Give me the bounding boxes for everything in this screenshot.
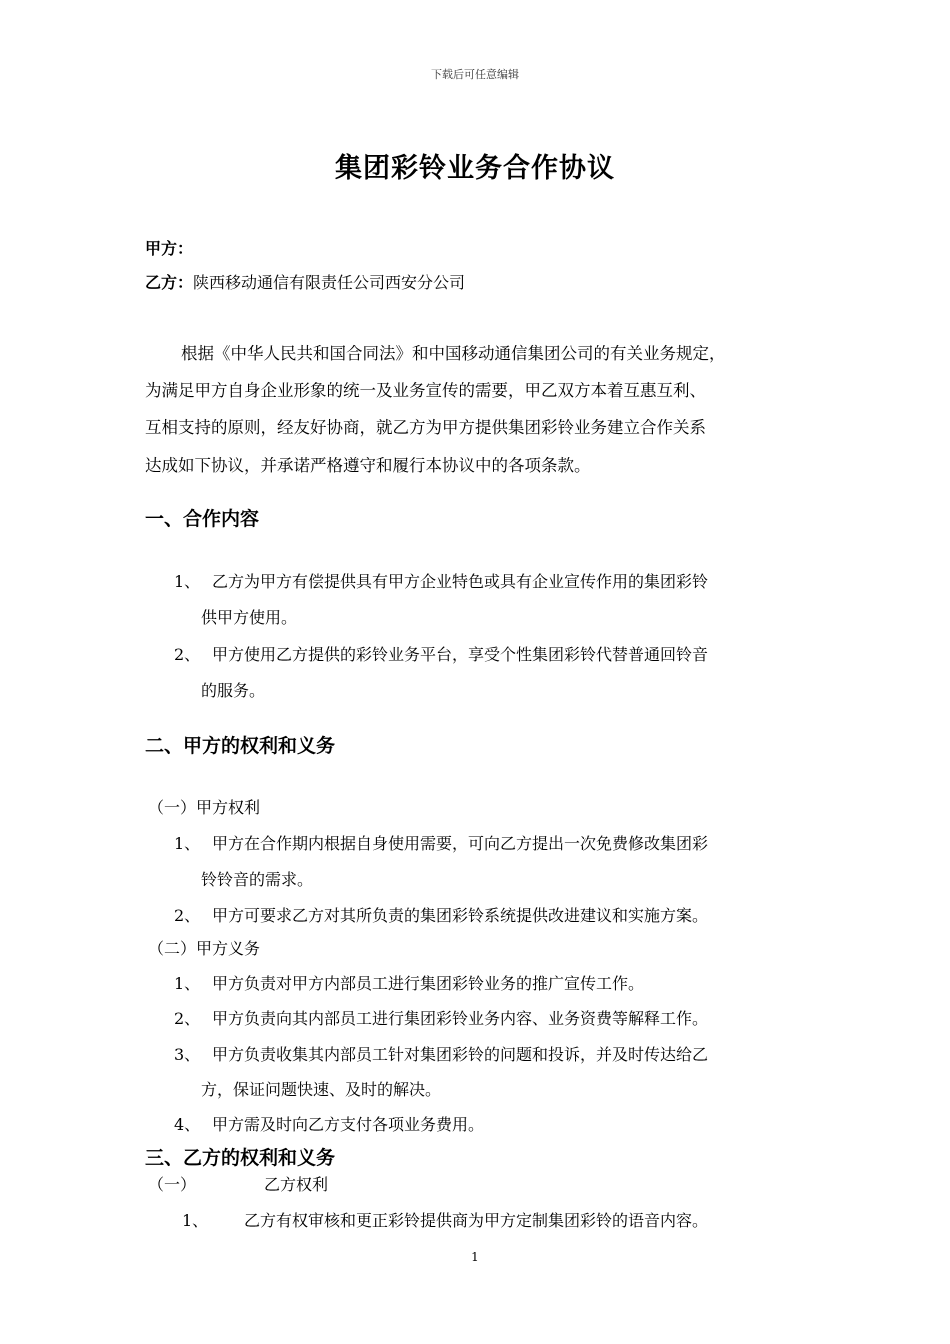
item-number: 1、 <box>174 834 201 853</box>
item-number: 1、 <box>174 572 201 591</box>
item-text: 甲方可要求乙方对其所负责的集团彩铃系统提供改进建议和实施方案。 <box>212 906 709 925</box>
item-text-continued: 供甲方使用。 <box>201 608 298 627</box>
item-text: 甲方在合作期内根据自身使用需要，可向乙方提出一次免费修改集团彩 <box>212 834 709 853</box>
list-item <box>174 971 644 994</box>
party-b <box>145 270 465 293</box>
item-number: 1、 <box>182 1211 209 1230</box>
item-number: 2、 <box>174 906 201 925</box>
list-item <box>174 1042 708 1065</box>
item-text: 甲方负责收集其内部员工针对集团彩铃的问题和投诉，并及时传达给乙 <box>212 1045 709 1064</box>
party-b-label: 乙方： <box>145 273 194 292</box>
item-text: 乙方为甲方有偿提供具有甲方企业特色或具有企业宣传作用的集团彩铃 <box>212 572 709 591</box>
item-text: 乙方有权审核和更正彩铃提供商为甲方定制集团彩铃的语音内容。 <box>244 1211 709 1230</box>
item-text-continued: 的服务。 <box>201 681 266 700</box>
intro-line: 互相支持的原则，经友好协商，就乙方为甲方提供集团彩铃业务建立合作关系 <box>145 418 706 437</box>
header-note: 下载后可任意编辑 <box>431 68 519 81</box>
subsection-number: （一） <box>148 1175 197 1194</box>
party-a <box>145 236 193 259</box>
list-item <box>174 642 708 665</box>
document-title: 集团彩铃业务合作协议 <box>335 153 615 184</box>
intro-line: 根据《中华人民共和国合同法》和中国移动通信集团公司的有关业务规定， <box>181 344 726 363</box>
list-item <box>174 831 708 854</box>
item-text: 甲方负责对甲方内部员工进行集团彩铃业务的推广宣传工作。 <box>212 974 645 993</box>
item-text-continued: 方，保证问题快速、及时的解决。 <box>201 1080 442 1099</box>
section-heading: 二、甲方的权利和义务 <box>145 735 336 757</box>
item-text: 甲方负责向其内部员工进行集团彩铃业务内容、业务资费等解释工作。 <box>212 1009 709 1028</box>
party-b-value: 陕西移动通信有限责任公司西安分公司 <box>193 273 466 292</box>
item-number: 4、 <box>174 1115 201 1134</box>
subsection-text: 乙方权利 <box>264 1175 329 1194</box>
item-number: 2、 <box>174 1009 201 1028</box>
subsection-heading: （二）甲方义务 <box>148 939 261 958</box>
item-number: 3、 <box>174 1045 201 1064</box>
subsection-heading: （一）甲方权利 <box>148 798 261 817</box>
list-item <box>182 1208 708 1231</box>
item-text: 甲方需及时向乙方支付各项业务费用。 <box>212 1115 485 1134</box>
section-heading: 三、乙方的权利和义务 <box>145 1147 336 1169</box>
intro-line: 为满足甲方自身企业形象的统一及业务宣传的需要，甲乙双方本着互惠互利、 <box>145 381 706 400</box>
page-number: 1 <box>471 1250 479 1264</box>
intro-line: 达成如下协议，并承诺严格遵守和履行本协议中的各项条款。 <box>145 456 591 475</box>
list-item <box>174 1006 708 1029</box>
list-item <box>174 1112 484 1135</box>
section-heading: 一、合作内容 <box>145 508 260 530</box>
subsection-heading <box>148 1172 328 1195</box>
item-number: 1、 <box>174 974 201 993</box>
party-a-label: 甲方： <box>145 239 194 258</box>
item-text: 甲方使用乙方提供的彩铃业务平台，享受个性集团彩铃代替普通回铃音 <box>212 645 709 664</box>
item-number: 2、 <box>174 645 201 664</box>
list-item <box>174 569 708 592</box>
item-text-continued: 铃铃音的需求。 <box>201 870 314 889</box>
list-item <box>174 903 708 926</box>
